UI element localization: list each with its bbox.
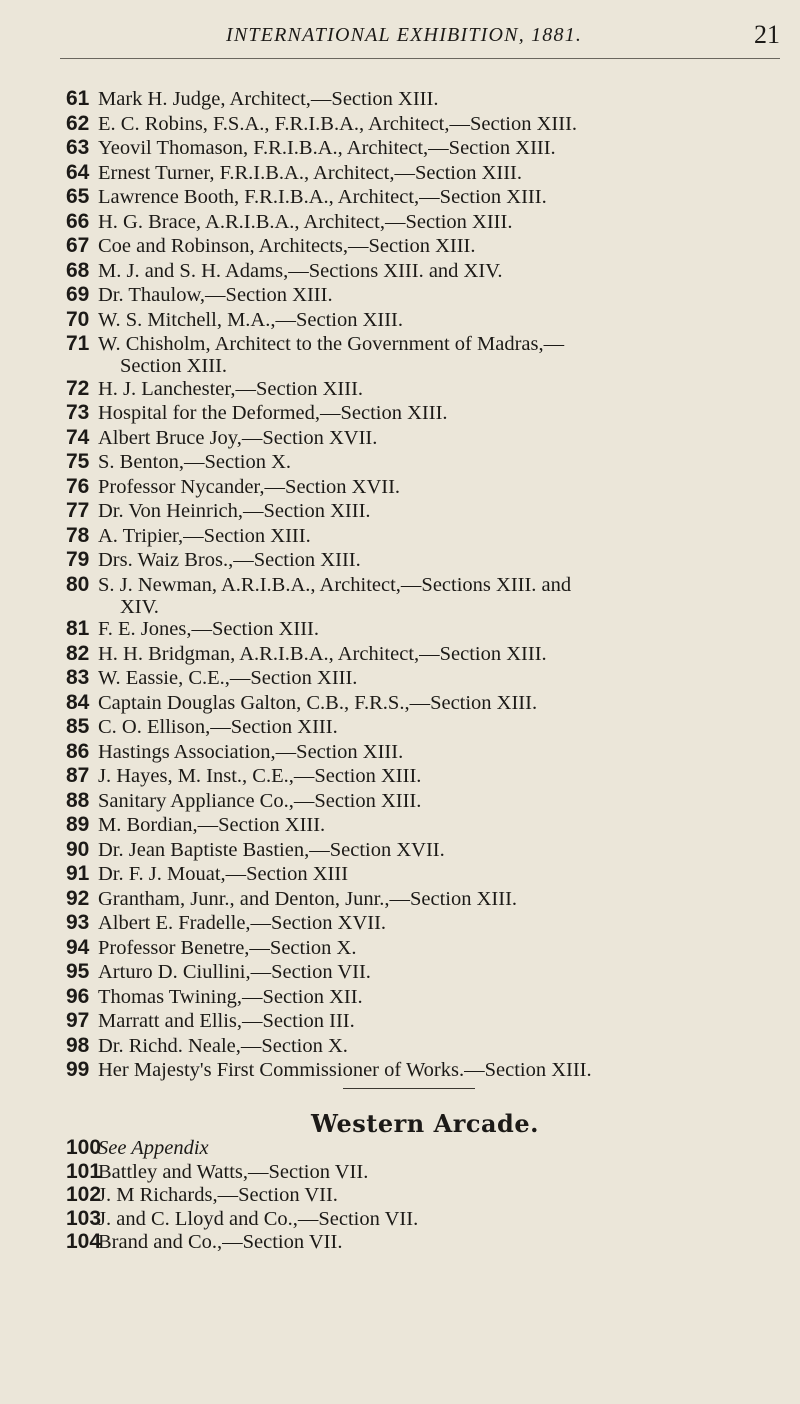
entry-number: 89 <box>66 813 90 836</box>
entry-number: 93 <box>66 911 90 934</box>
entry-text: Sanitary Appliance Co.,—Section XIII. <box>98 789 422 812</box>
entry-text: Her Majesty's First Commissioner of Works.—Section XIII. <box>98 1059 592 1081</box>
entry-text: Lawrence Booth, F.R.I.B.A., Architect,—Section XIII. <box>98 186 547 208</box>
entry-text: Yeovil Thomason, F.R.I.B.A., Architect,—Section XIII. <box>98 137 556 159</box>
entry-number: 91 <box>66 862 90 885</box>
entry-number: 79 <box>66 548 90 571</box>
entry-text: S. Benton,—Section X. <box>98 451 292 473</box>
list-item <box>0 715 800 739</box>
entry-text: Professor Nycander,—Section XVII. <box>98 475 401 498</box>
list-item <box>0 936 800 960</box>
list-item <box>0 740 800 764</box>
entry-text: W. S. Mitchell, M.A.,—Section XIII. <box>98 308 404 331</box>
list-item <box>0 838 800 862</box>
entry-number: 67 <box>66 234 90 257</box>
entry-number: 78 <box>66 523 90 547</box>
entry-text: Albert Bruce Joy,—Section XVII. <box>98 426 378 449</box>
list-item <box>0 401 800 425</box>
list-item <box>0 524 800 548</box>
entry-text: Dr. Thaulow,—Section XIII. <box>98 284 333 306</box>
entry-text: Brand and Co.,—Section VII. <box>98 1231 343 1253</box>
list-item <box>0 377 800 401</box>
entry-number: 97 <box>66 1009 90 1032</box>
entry-text: Grantham, Junr., and Denton, Junr.,—Section XIII. <box>98 887 518 910</box>
list-item <box>0 426 800 450</box>
list-item <box>0 1136 800 1160</box>
entry-number: 70 <box>66 307 90 331</box>
entry-number: 80 <box>66 572 90 596</box>
entry-text: H. G. Brace, A.R.I.B.A., Architect,—Section XIII. <box>98 210 513 233</box>
entry-number: 101 <box>66 1159 102 1183</box>
entry-number: 68 <box>66 258 90 282</box>
entry-number: 64 <box>66 160 90 184</box>
entry-continuation: XIV. <box>120 595 159 618</box>
entry-text: Hastings Association,—Section XIII. <box>98 740 404 763</box>
list-item <box>0 332 800 376</box>
list-item <box>0 1034 800 1058</box>
entry-text: Albert E. Fradelle,—Section XVII. <box>98 912 387 934</box>
entry-text: Dr. Richd. Neale,—Section X. <box>98 1034 348 1057</box>
entry-number: 98 <box>66 1033 90 1057</box>
list-item <box>0 234 800 258</box>
list-item <box>0 666 800 690</box>
entry-number: 76 <box>66 474 90 498</box>
entry-text: Drs. Waiz Bros.,—Section XIII. <box>98 549 361 571</box>
list-item <box>0 1160 800 1184</box>
entry-text: F. E. Jones,—Section XIII. <box>98 618 319 640</box>
entry-text: J. Hayes, M. Inst., C.E.,—Section XIII. <box>98 765 422 787</box>
entry-text: Hospital for the Deformed,—Section XIII. <box>98 402 448 424</box>
entry-text: Arturo D. Ciullini,—Section VII. <box>98 961 371 983</box>
entry-text: E. C. Robins, F.S.A., F.R.I.B.A., Architect,—Section XIII. <box>98 112 578 135</box>
running-title: INTERNATIONAL EXHIBITION, 1881. <box>226 24 583 46</box>
list-item <box>0 283 800 307</box>
entry-continuation: Section XIII. <box>120 355 228 377</box>
entry-number: 85 <box>66 715 90 738</box>
list-item <box>0 112 800 136</box>
entry-text: Dr. Jean Baptiste Bastien,—Section XVII. <box>98 838 445 861</box>
section-divider <box>343 1088 475 1089</box>
entry-text: H. J. Lanchester,—Section XIII. <box>98 377 364 400</box>
list-item <box>0 136 800 160</box>
entry-number: 62 <box>66 111 90 135</box>
entry-number: 96 <box>66 984 90 1008</box>
entry-text: A. Tripier,—Section XIII. <box>98 524 311 547</box>
list-item <box>0 642 800 666</box>
page-number: 21 <box>754 20 780 49</box>
entry-text: W. Chisholm, Architect to the Government of Madras,— <box>98 333 565 355</box>
header-rule <box>60 58 780 59</box>
entry-text: Dr. Von Heinrich,—Section XIII. <box>98 500 371 522</box>
entry-number: 81 <box>66 617 90 640</box>
entry-text: Dr. F. J. Mouat,—Section XIII <box>98 863 349 885</box>
list-item <box>0 617 800 641</box>
entry-number: 72 <box>66 376 90 400</box>
entry-text: J. M Richards,—Section VII. <box>98 1184 338 1206</box>
list-item <box>0 911 800 935</box>
list-item <box>0 499 800 523</box>
entry-number: 83 <box>66 666 90 689</box>
entry-number: 84 <box>66 690 90 714</box>
list-item <box>0 789 800 813</box>
entry-text: Professor Benetre,—Section X. <box>98 936 357 959</box>
entry-number: 82 <box>66 641 90 665</box>
entry-number: 71 <box>66 332 90 355</box>
entry-number: 86 <box>66 739 90 763</box>
entry-number: 102 <box>66 1183 102 1206</box>
entry-text: M. Bordian,—Section XIII. <box>98 814 326 836</box>
list-item <box>0 985 800 1009</box>
list-item <box>0 548 800 572</box>
entry-number: 75 <box>66 450 90 473</box>
entry-number: 73 <box>66 401 90 424</box>
entry-number: 103 <box>66 1206 102 1230</box>
entry-number: 87 <box>66 764 90 787</box>
list-item <box>0 1009 800 1033</box>
entry-number: 92 <box>66 886 90 910</box>
list-item <box>0 691 800 715</box>
entry-number: 65 <box>66 185 90 208</box>
list-item <box>0 475 800 499</box>
list-item <box>0 1058 800 1082</box>
entry-text: Thomas Twining,—Section XII. <box>98 985 363 1008</box>
entry-text: J. and C. Lloyd and Co.,—Section VII. <box>98 1207 419 1230</box>
entry-number: 61 <box>66 87 90 110</box>
entry-number: 90 <box>66 837 90 861</box>
entry-number: 74 <box>66 425 90 449</box>
entry-number: 66 <box>66 209 90 233</box>
entry-text: Marratt and Ellis,—Section III. <box>98 1010 355 1032</box>
entry-text: M. J. and S. H. Adams,—Sections XIII. and XIV. <box>98 259 503 282</box>
list-item <box>0 210 800 234</box>
list-item <box>0 887 800 911</box>
list-item <box>0 960 800 984</box>
entry-text: Battley and Watts,—Section VII. <box>98 1160 369 1183</box>
list-item <box>0 1183 800 1207</box>
entry-number: 99 <box>66 1058 90 1081</box>
entry-number: 88 <box>66 788 90 812</box>
list-item <box>0 1207 800 1231</box>
entry-number: 104 <box>66 1230 102 1253</box>
entry-text: S. J. Newman, A.R.I.B.A., Architect,—Sections XIII. and <box>98 573 572 596</box>
entry-text: See Appendix <box>98 1137 209 1159</box>
entry-number: 94 <box>66 935 90 959</box>
entry-text: Coe and Robinson, Architects,—Section XIII. <box>98 235 476 257</box>
list-item <box>0 308 800 332</box>
entry-number: 100 <box>66 1136 102 1159</box>
list-item <box>0 161 800 185</box>
page-header <box>0 20 800 60</box>
list-item <box>0 862 800 886</box>
list-item <box>0 87 800 111</box>
entry-text: H. H. Bridgman, A.R.I.B.A., Architect,—Section XIII. <box>98 642 547 665</box>
entry-text: Captain Douglas Galton, C.B., F.R.S.,—Section XIII. <box>98 691 538 714</box>
entry-text: C. O. Ellison,—Section XIII. <box>98 716 338 738</box>
list-item <box>0 813 800 837</box>
entry-number: 69 <box>66 283 90 306</box>
entry-text: Mark H. Judge, Architect,—Section XIII. <box>98 88 439 110</box>
list-item <box>0 764 800 788</box>
entry-number: 63 <box>66 136 90 159</box>
list-item <box>0 1230 800 1254</box>
list-item <box>0 573 800 617</box>
list-item <box>0 259 800 283</box>
entry-number: 95 <box>66 960 90 983</box>
entry-text: W. Eassie, C.E.,—Section XIII. <box>98 667 358 689</box>
entry-text: Ernest Turner, F.R.I.B.A., Architect,—Section XIII. <box>98 161 523 184</box>
list-item <box>0 450 800 474</box>
section-heading: Western Arcade. <box>311 1109 539 1138</box>
entry-number: 77 <box>66 499 90 522</box>
list-item <box>0 185 800 209</box>
